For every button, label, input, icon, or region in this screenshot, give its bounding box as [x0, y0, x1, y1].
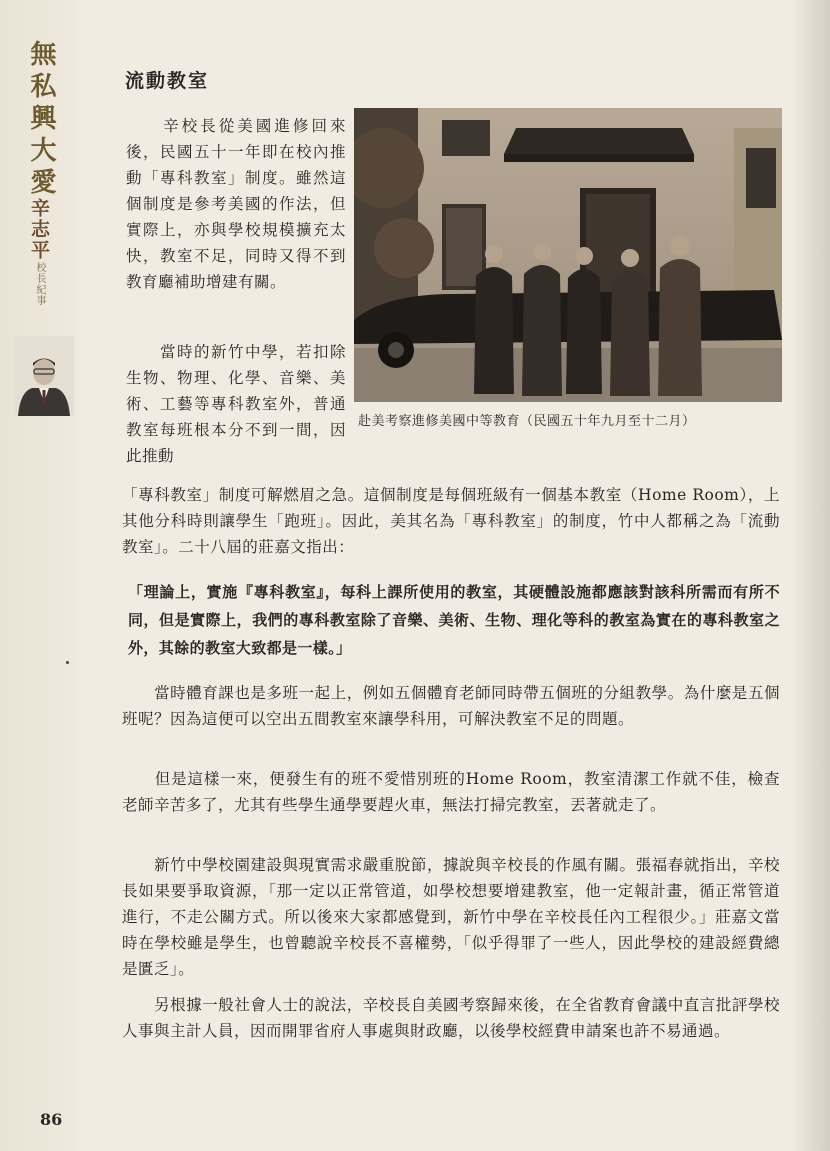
paragraph-pe-class: 當時體育課也是多班一起上，例如五個體育老師同時帶五個班的分組教學。為什麼是五個班呢？因為這便可以空出五間教室來讓學科用，可解決教室不足的問題。 — [122, 684, 780, 728]
sidebar-band — [0, 0, 84, 1151]
paragraph-home-room: 但是這樣一來，便發生有的班不愛惜別班的Home Room，教室清潔工作就不佳，檢查老師辛苦多了，尤其有些學生通學要趕火車，無法打掃完教室，丟著就走了。 — [122, 770, 780, 814]
book-title: 無私興大愛 — [26, 40, 56, 200]
author-name: 辛志平 — [28, 198, 50, 261]
section-title: 流動教室 — [125, 70, 210, 92]
sidebar-small-label: 校長紀事 — [34, 262, 45, 306]
page-edge-shadow — [790, 0, 830, 1151]
paragraph-campus-construction: 新竹中學校園建設與現實需求嚴重脫節，據說與辛校長的作風有關。張福春就指出，辛校長如果要爭取資源，「那一定以正常管道，如學校想要增建教室，他一定報計畫，循正常管道進行，不走公關方式。所以後來大家都感覺到，新竹中學在辛校長任內工程很少。」莊嘉文當時在學校雖是學生，也曾聽說辛校長不喜權勢，「似乎得罪了一些人，因此學校的建設經費總是匱乏」。 — [122, 856, 780, 978]
paragraph-budget: 另根據一般社會人士的說法，辛校長自美國考察歸來後，在全省教育會議中直言批評學校人事與主計人員，因而開罪省府人事處與財政廳，以後學校經費申請案也許不易通過。 — [122, 996, 780, 1040]
quote-block: 「理論上，實施『專科教室』，每科上課所使用的教室，其硬體設施都應該對該科所需而有所不同，但是實際上，我們的專科教室除了音樂、美術、生物、理化等科的教室為實在的專科教室之外，其餘的教室大致都是一樣。」 — [128, 583, 780, 657]
paragraph-nhs-part2: 「專科教室」制度可解燃眉之急。這個制度是每個班級有一個基本教室（Home Room），上其他分科時則讓學生「跑班」。因此，美其名為「專科教室」的制度，竹中人都稱之為「流動教室」。二十八屆的莊嘉文指出： — [122, 486, 780, 556]
author-portrait — [14, 336, 74, 416]
margin-dot — [66, 661, 69, 664]
paragraph-nhs-part1: 當時的新竹中學，若扣除生物、物理、化學、音樂、美術、工藝等專科教室外，普通教室每班根本分不到一間，因此推動 — [126, 343, 346, 465]
historic-photo — [354, 108, 782, 402]
page-number: 86 — [40, 1110, 63, 1129]
photo-caption: 赴美考察進修美國中等教育（民國五十年九月至十二月） — [358, 414, 696, 429]
paragraph-intro: 辛校長從美國進修回來後，民國五十一年即在校內推動「專科教室」制度。雖然這個制度是參考美國的作法，但實際上，亦與學校規模擴充太快，教室不足，同時又得不到教育廳補助增建有關。 — [126, 117, 346, 291]
